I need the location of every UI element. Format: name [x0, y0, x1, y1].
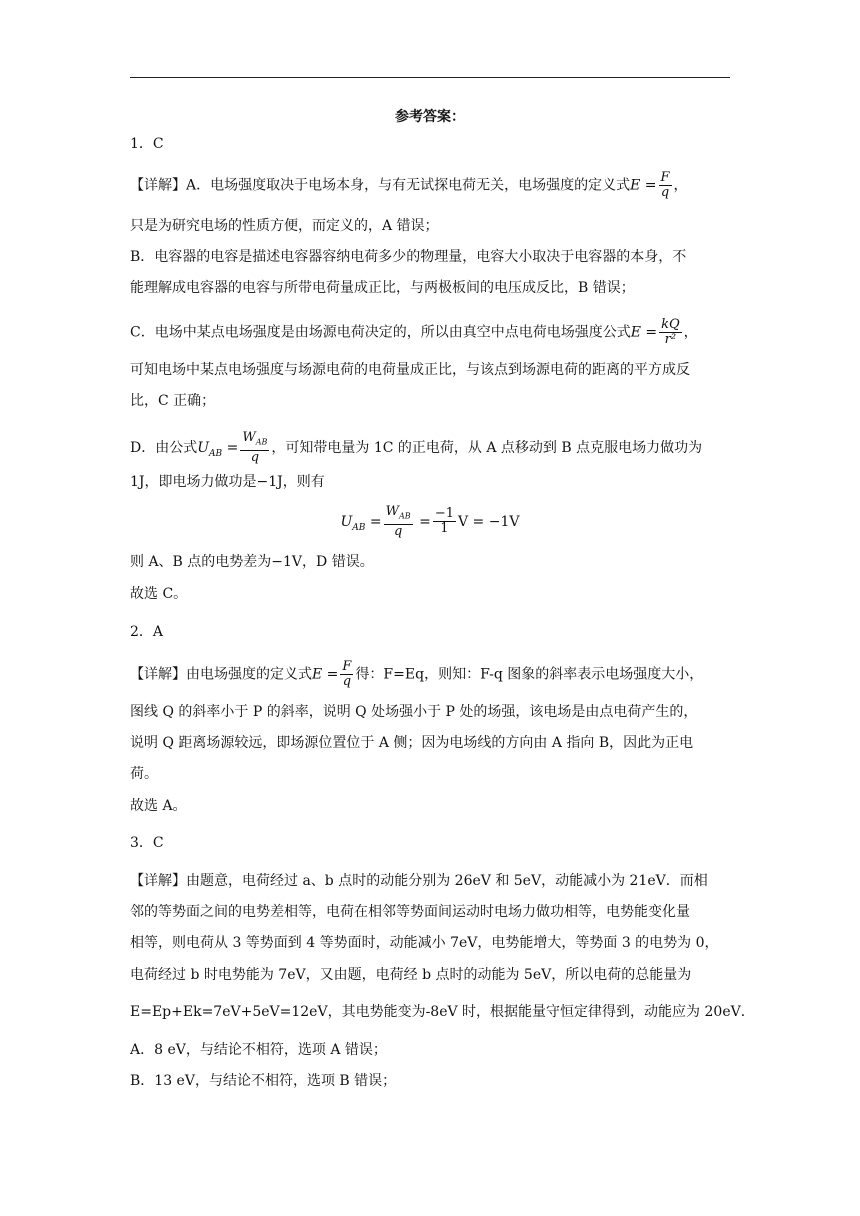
- fraction-denominator: 1: [440, 521, 449, 537]
- q1-number: 1．C: [130, 136, 164, 152]
- fraction-numerator: −1: [434, 506, 454, 522]
- q3-line-7: B．13 eV，与结论不相符，选项 B 错误；: [130, 1073, 397, 1089]
- formula-e-fraction: [340, 660, 353, 689]
- fraction-numerator: [240, 431, 269, 451]
- fraction-numerator: kQ: [661, 317, 680, 332]
- q3-line-3: 相等，则电荷从 3 等势面到 4 等势面时，动能减小 7eV，电势能增大，等势面 3 的电势为 0，: [130, 935, 719, 951]
- q1-display-equation: $U_{AB}$ = $\frac{W_{AB}}{q}$ = $\frac{-1}{1}$ V = −1V: [340, 504, 520, 539]
- q1-text: ，: [683, 324, 698, 341]
- q1-line-3: B．电容器的电容是描述电容器容纳电荷多少的物理量，电容大小取决于电容器的本身，不: [130, 249, 687, 265]
- symbol: W: [385, 504, 399, 519]
- formula-e-fraction: [659, 171, 672, 200]
- q1-line-11: 故选 C。: [130, 586, 188, 602]
- eq-fraction-2: [433, 507, 456, 536]
- fraction-numerator: F: [342, 659, 352, 674]
- fraction-denominator: q: [393, 523, 403, 539]
- fraction-denominator: q: [342, 674, 352, 689]
- q1-line-4: 能理解成电容器的电容与所带电荷量成正比，与两极板间的电压成反比，B 错误；: [130, 280, 635, 296]
- q1-line-7: 比，C 正确；: [130, 393, 216, 409]
- q1-line-1: [130, 171, 730, 200]
- q3-line-4: 电荷经过 b 时电势能为 7eV，又由题，电荷经 b 点时的动能为 5eV，所以电荷的总能量为: [130, 967, 692, 983]
- fraction-numerator: F: [660, 170, 670, 185]
- q3-line-1: 【详解】由题意，电荷经过 a、b 点时的动能分别为 26eV 和 5eV，动能减小为 21eV．而相: [130, 873, 708, 889]
- header-rule: [130, 77, 730, 78]
- q2-line-4: 荷。: [130, 766, 158, 782]
- q1-text: C．电场中某点电场强度是由场源电荷决定的，所以由真空中点电荷电场强度公式: [130, 324, 631, 341]
- formula-w-fraction: [240, 431, 269, 465]
- q2-text: 【详解】由电场强度的定义式: [130, 666, 312, 683]
- fraction-numerator: [384, 505, 413, 525]
- eq-rhs: V = −1V: [458, 513, 520, 530]
- q2-line-3: 说明 Q 距离场源较远，即场源位置位于 A 侧；因为电场线的方向由 A 指向 B，因此为正电: [130, 735, 694, 751]
- q1-text: D．由公式: [130, 439, 198, 456]
- q1-line-6: 可知电场中某点电场强度与场源电荷的电荷量成正比，与该点到场源电荷的距离的平方成反: [130, 362, 690, 378]
- symbol: U: [197, 439, 210, 456]
- formula-e-lhs: E =: [312, 666, 339, 683]
- formula-u-lhs: [197, 439, 239, 459]
- subscript: AB: [209, 448, 223, 459]
- q2-line-2: 图线 Q 的斜率小于 P 的斜率，说明 Q 处场强小于 P 处的场强，该电场是由点电荷产生的，: [130, 704, 698, 720]
- q1-text: ，: [673, 177, 688, 194]
- q1-line-2: 只是为研究电场的性质方便，而定义的，A 错误；: [130, 218, 439, 234]
- page-title: 参考答案：: [395, 109, 465, 125]
- q2-line-5: 故选 A。: [130, 798, 187, 814]
- formula-e-lhs: E =: [630, 177, 657, 194]
- eq-fraction-1: [384, 505, 413, 539]
- fraction-denominator: q: [250, 449, 260, 465]
- symbol: U: [340, 513, 353, 530]
- formula-e-lhs: E =: [630, 324, 658, 341]
- q1-line-8: [130, 431, 730, 465]
- q1-line-9: 1J，即电场力做功是−1J，则有: [130, 474, 325, 490]
- q1-text: ，可知带电量为 1C 的正电荷，从 A 点移动到 B 点克服电场力做功为: [271, 439, 703, 456]
- eq-lhs: $U_{AB}$ =: [340, 513, 382, 533]
- q1-text: 【详解】A．电场强度取决于电场本身，与有无试探电荷无关，电场强度的定义式: [130, 177, 631, 194]
- q3-line-5: E=Ep+Ek=7eV+5eV=12eV，其电势能变为-8eV 时，根据能量守恒定律得到，动能应为 20eV．: [130, 1004, 755, 1020]
- fraction-denominator: r²: [664, 332, 677, 347]
- q1-line-5: [130, 318, 730, 347]
- q2-text: 得：F=Eq，则知：F-q 图象的斜率表示电场强度大小，: [355, 666, 704, 683]
- q3-line-2: 邻的等势面之间的电势差相等，电荷在相邻等势面间运动时电场力做功相等，电势能变化量: [130, 904, 690, 920]
- subscript: AB: [352, 522, 366, 533]
- q3-line-6: A．8 eV，与结论不相符，选项 A 错误；: [130, 1042, 387, 1058]
- q2-line-1: [130, 660, 730, 689]
- q3-number: 3．C: [130, 835, 164, 851]
- subscript: AB: [255, 437, 268, 447]
- subscript: AB: [398, 511, 411, 521]
- formula-kq-fraction: [659, 318, 682, 347]
- q2-number: 2．A: [130, 624, 164, 640]
- symbol: W: [242, 430, 256, 445]
- fraction-denominator: q: [660, 185, 670, 200]
- equals-sign: =: [226, 439, 239, 456]
- q1-line-10: 则 A、B 点的电势差为−1V，D 错误。: [130, 554, 374, 570]
